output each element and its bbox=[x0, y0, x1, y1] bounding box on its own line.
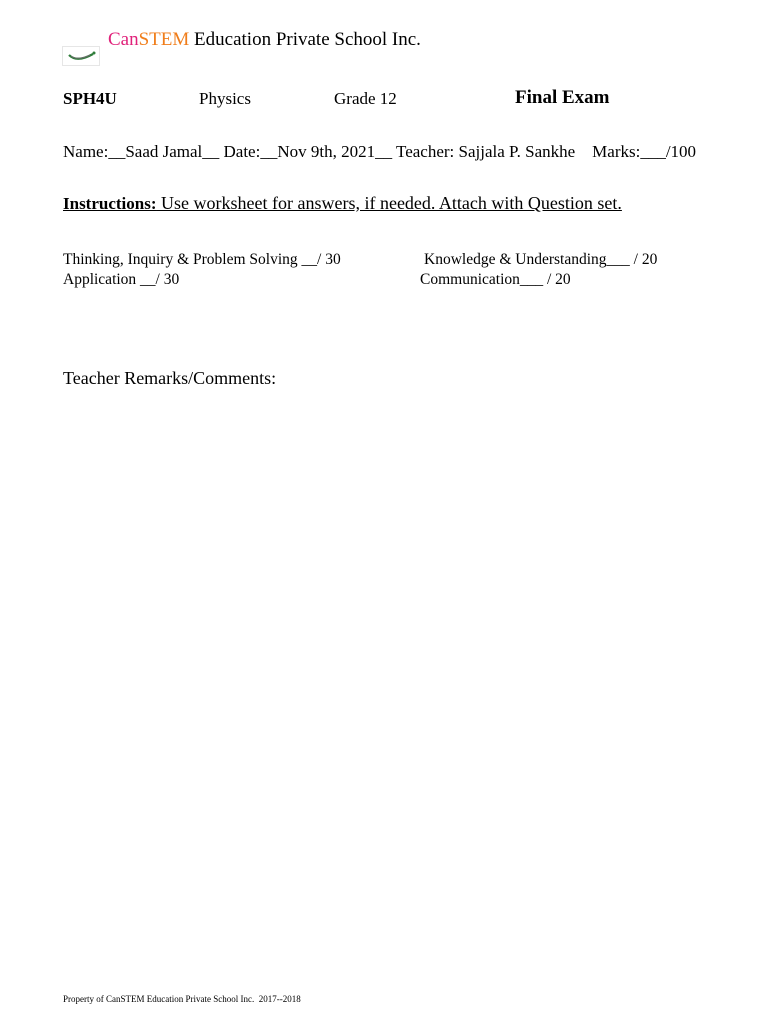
instructions bbox=[63, 193, 622, 214]
mark-application: Application __/ 30 bbox=[63, 271, 180, 288]
instructions-label: Instructions: bbox=[63, 194, 157, 213]
brand-stem: STEM bbox=[138, 29, 190, 50]
course-grade: Grade 12 bbox=[334, 89, 397, 108]
mark-knowledge: Knowledge & Understanding___ / 20 bbox=[424, 251, 658, 268]
student-info-line: Name:__Saad Jamal__ Date:__Nov 9th, 2021__ Teacher: Sajjala P. Sankhe Marks:___/100 bbox=[63, 142, 697, 161]
school-logo-icon bbox=[62, 46, 100, 66]
teacher-remarks-label: Teacher Remarks/Comments: bbox=[63, 368, 277, 388]
brand-can: Can bbox=[108, 29, 139, 50]
course-subject: Physics bbox=[199, 89, 251, 108]
mark-communication: Communication___ / 20 bbox=[420, 271, 571, 288]
instructions-text: Use worksheet for answers, if needed. Attach with Question set. bbox=[156, 193, 622, 213]
page-footer: Property of CanSTEM Education Private School Inc. 2017--2018 bbox=[63, 994, 301, 1004]
mark-thinking: Thinking, Inquiry & Problem Solving __/ 30 bbox=[63, 251, 341, 268]
brand-rest: Education Private School Inc. bbox=[189, 29, 421, 50]
exam-title: Final Exam bbox=[515, 87, 610, 108]
school-name bbox=[108, 28, 421, 52]
course-code: SPH4U bbox=[63, 89, 117, 108]
